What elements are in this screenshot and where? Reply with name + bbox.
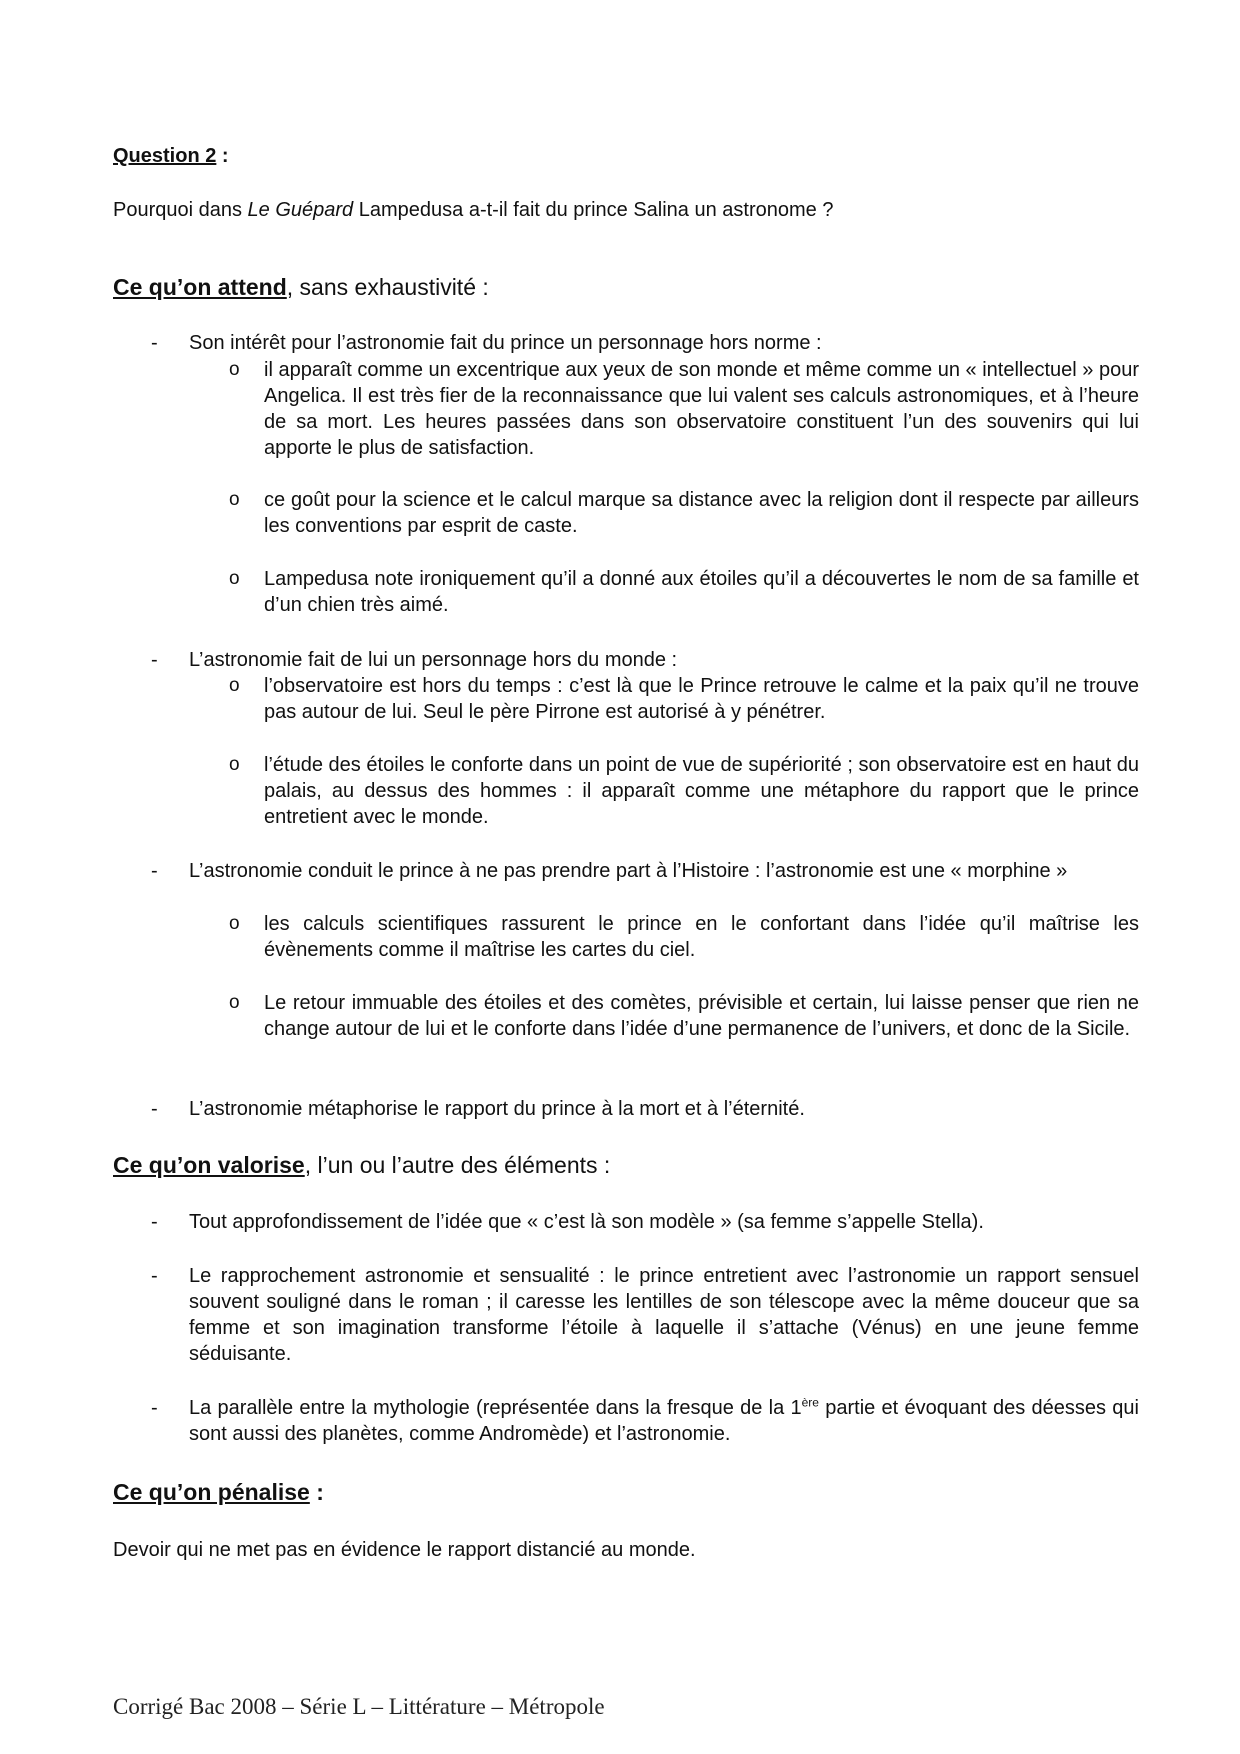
- question-prompt: [113, 197, 833, 223]
- question-colon: :: [216, 145, 229, 167]
- attend-item-2-sub-2: l’étude des étoiles le conforte dans un point de vue de supériorité ; son observatoire est en haut du palais, au dessus des hommes : il apparaît comme une métaphore du rapport que le prince entretient avec le monde.: [264, 754, 1139, 828]
- page-footer: Corrigé Bac 2008 – Série L – Littérature – Métropole: [113, 1694, 605, 1719]
- penalise-heading: [113, 1478, 324, 1506]
- valorise-heading: [113, 1151, 610, 1179]
- list-dash: -: [151, 1397, 158, 1419]
- list-bullet: o: [229, 675, 240, 696]
- list-bullet: o: [229, 568, 240, 589]
- attend-item-3-sub-1: les calculs scientifiques rassurent le prince en le confortant dans l’idée qu’il maîtrise les évènements comme il maîtrise les cartes du ciel.: [264, 913, 1139, 961]
- attend-item-1-sub-2: ce goût pour la science et le calcul marque sa distance avec la religion dont il respecte par ailleurs les conventions par esprit de caste.: [264, 489, 1139, 537]
- valorise-heading-rest: , l’un ou l’autre des éléments :: [304, 1152, 611, 1178]
- penalise-heading-rest: :: [309, 1479, 324, 1505]
- list-bullet: o: [229, 359, 240, 380]
- attend-item-2-sub-1: l’observatoire est hors du temps : c’est là que le Prince retrouve le calme et la paix qu’il ne trouve pas autour de lui. Seul le père Pirrone est autorisé à y pénétrer.: [264, 675, 1139, 723]
- valorise-item-2: Le rapprochement astronomie et sensualité : le prince entretient avec l’astronomie un rapport sensuel souvent souligné dans le roman ; il caresse les lentilles de son télescope avec la même douceur que sa femme et son imagination transforme l’étoile à laquelle il s’attache (Vénus) en une jeune femme séduisante.: [189, 1265, 1139, 1365]
- list-dash: -: [151, 332, 158, 354]
- attend-heading-label: Ce qu’on attend: [113, 274, 287, 300]
- prompt-book-title: Le Guépard: [247, 199, 354, 221]
- attend-item-1-sub-1: il apparaît comme un excentrique aux yeux de son monde et même comme un « intellectuel » pour Angelica. Il est très fier de la reconnaissance que lui valent ses calculs astronomiques, et à l’heure de sa mort. Les heures passées dans son observatoire constituent l’un des souvenirs qui lui apporte le plus de satisfaction.: [264, 359, 1139, 459]
- valorise-item-3-post: partie et évoquant des déesses qui sont aussi des planètes, comme Andromède) et l’astronomie.: [189, 1397, 1139, 1445]
- attend-item-3: L’astronomie conduit le prince à ne pas prendre part à l’Histoire : l’astronomie est une « morphine »: [189, 860, 1068, 882]
- list-dash: -: [151, 649, 158, 671]
- question-label: Question 2: [113, 145, 217, 167]
- valorise-item-1: Tout approfondissement de l’idée que « c’est là son modèle » (sa femme s’appelle Stella).: [189, 1211, 984, 1233]
- attend-item-3-sub-2: Le retour immuable des étoiles et des comètes, prévisible et certain, lui laisse penser que rien ne change autour de lui et le conforte dans l’idée d’une permanence de l’univers, et donc de la Sicile.: [264, 992, 1139, 1040]
- list-dash: -: [151, 1211, 158, 1233]
- attend-item-1-sub-3: Lampedusa note ironiquement qu’il a donné aux étoiles qu’il a découvertes le nom de sa famille et d’un chien très aimé.: [264, 568, 1139, 616]
- penalise-text: Devoir qui ne met pas en évidence le rapport distancié au monde.: [113, 1539, 696, 1561]
- prompt-pre: Pourquoi dans: [113, 199, 248, 221]
- list-dash: -: [151, 1098, 158, 1120]
- prompt-post: Lampedusa a-t-il fait du prince Salina un astronome ?: [353, 199, 834, 221]
- list-dash: -: [151, 860, 158, 882]
- attend-item-1: Son intérêt pour l’astronomie fait du prince un personnage hors norme :: [189, 332, 822, 354]
- attend-heading: [113, 273, 489, 301]
- list-bullet: o: [229, 489, 240, 510]
- question-heading: [113, 143, 229, 169]
- list-bullet: o: [229, 913, 240, 934]
- attend-item-2: L’astronomie fait de lui un personnage hors du monde :: [189, 649, 678, 671]
- superscript: ère: [801, 1395, 819, 1410]
- list-bullet: o: [229, 992, 240, 1013]
- attend-heading-rest: , sans exhaustivité :: [286, 274, 489, 300]
- valorise-item-3-pre: La parallèle entre la mythologie (représentée dans la fresque de la 1: [189, 1397, 802, 1419]
- list-bullet: o: [229, 754, 240, 775]
- list-dash: -: [151, 1265, 158, 1287]
- valorise-heading-label: Ce qu’on valorise: [113, 1152, 305, 1178]
- attend-item-4: L’astronomie métaphorise le rapport du prince à la mort et à l’éternité.: [189, 1098, 805, 1120]
- valorise-item-3: [189, 1395, 1139, 1447]
- penalise-heading-label: Ce qu’on pénalise: [113, 1479, 310, 1505]
